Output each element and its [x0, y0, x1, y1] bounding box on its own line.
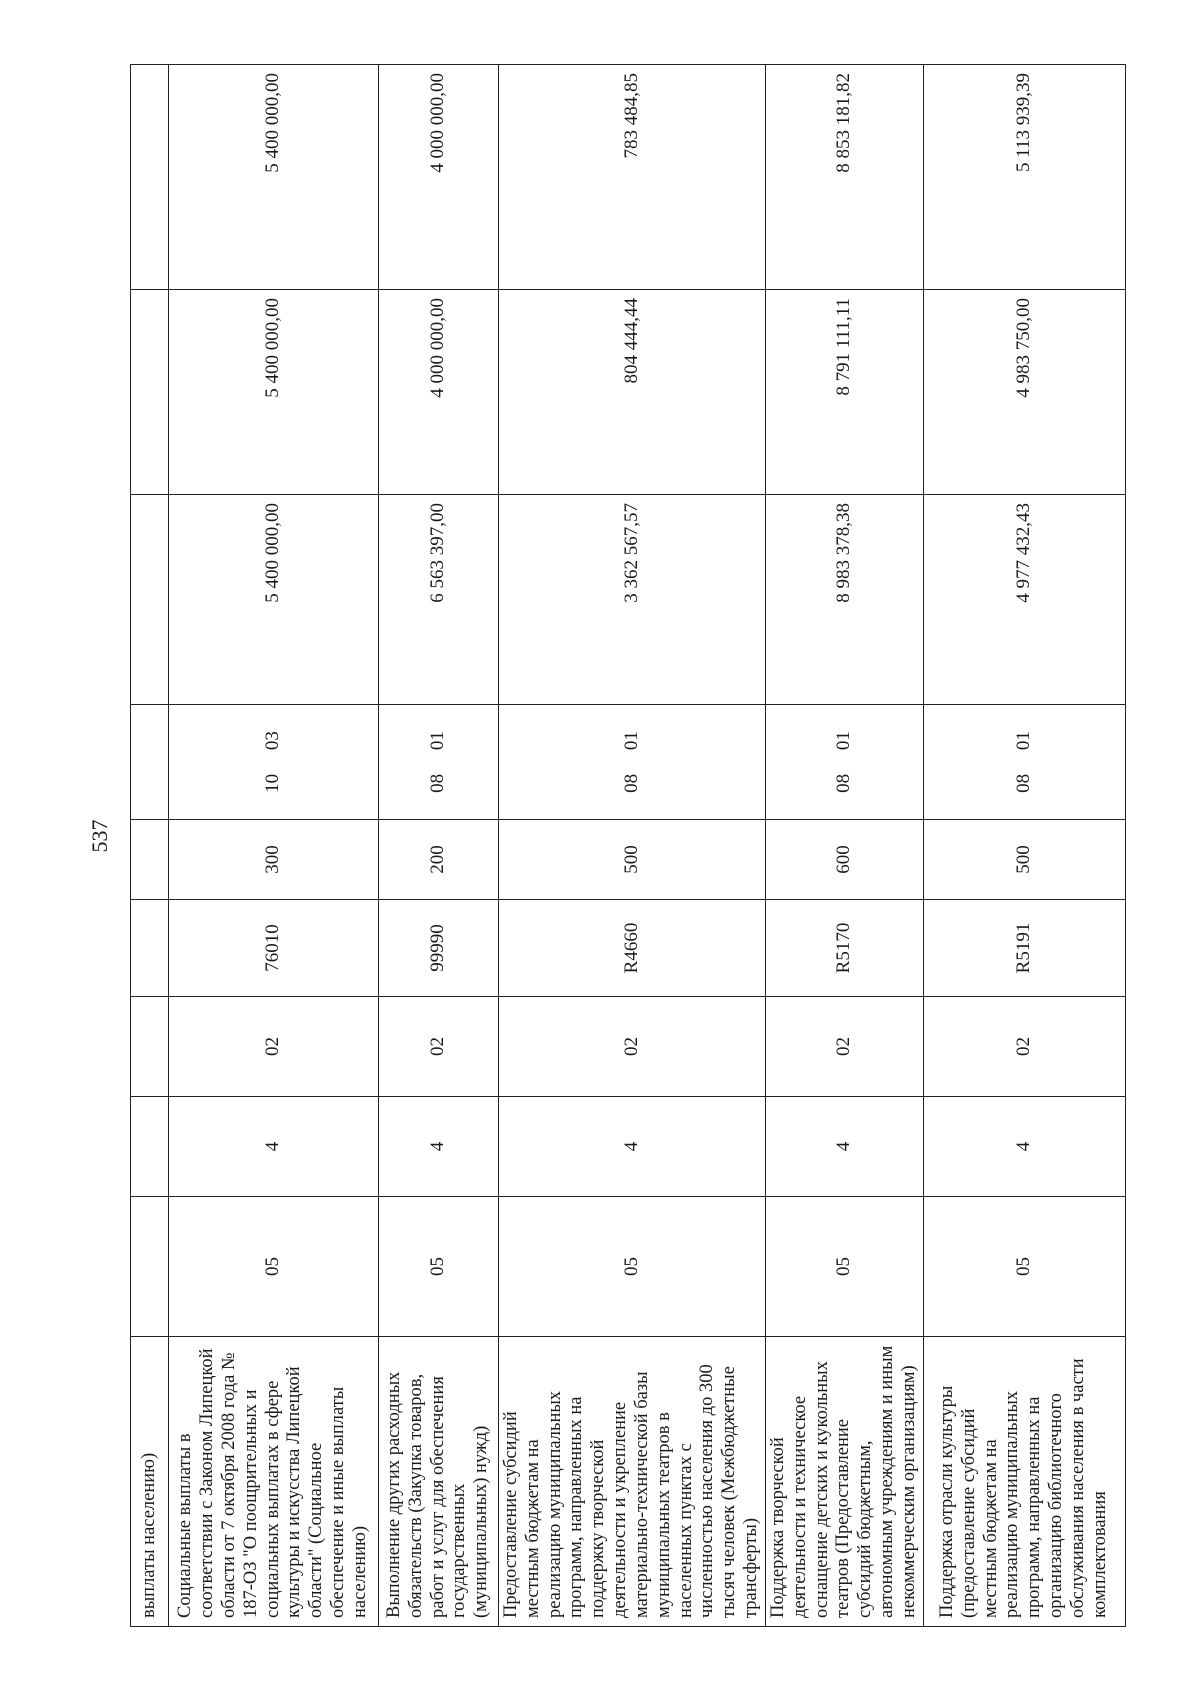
subprogram-code: 02	[499, 997, 766, 1097]
table-row	[379, 65, 499, 1627]
direction-code: R4660	[499, 900, 766, 997]
amount-year-1: 4 977 432,43	[923, 495, 1125, 705]
amount-year-1: 6 563 397,00	[379, 495, 499, 705]
subsection-code	[765, 705, 923, 820]
subsection-code	[923, 705, 1125, 820]
subsection-code	[169, 705, 379, 820]
page-number: 537	[87, 819, 112, 853]
direction-code: 76010	[169, 900, 379, 997]
expense-type-code: 200	[379, 820, 499, 900]
section-code: 05	[765, 1197, 923, 1337]
amount-year-3: 4 000 000,00	[379, 65, 499, 290]
table-cell	[131, 495, 169, 705]
expense-type-code: 300	[169, 820, 379, 900]
expense-type-code: 500	[923, 820, 1125, 900]
section-code: 05	[379, 1197, 499, 1337]
amount-year-3: 5 400 000,00	[169, 65, 379, 290]
section-code: 05	[923, 1197, 1125, 1337]
section-part: 08	[832, 773, 854, 793]
amount-year-2: 4 000 000,00	[379, 290, 499, 495]
direction-code: 99990	[379, 900, 499, 997]
subsection-part: 01	[832, 731, 854, 751]
section-code: 05	[499, 1197, 766, 1337]
rotated-page-content	[130, 65, 1110, 1627]
row-description: Выполнение других расходных обязательств (Закупка товаров, работ и услуг для обеспечения государственных (муниципальных) нужд)	[379, 1337, 499, 1627]
table-cell	[131, 900, 169, 997]
row-description: Предоставление субсидий местным бюджетам на реализацию муниципальных программ, направленных на поддержку творческой деятельности и укрепление материально-технической базы муниципальных театров в населенных пунктах с численностью населения до 300 тысяч человек (Межбюджетные трансферты)	[499, 1337, 766, 1627]
row-description: Социальные выплаты в соответствии с Законом Липецкой области от 7 октября 2008 года № 187-ОЗ "О поощрительных и социальных выплатах в сфере культуры и искусства Липецкой области" (Социальное обеспечение и иные выплаты населению)	[169, 1337, 379, 1627]
subsection-code	[499, 705, 766, 820]
amount-year-2: 5 400 000,00	[169, 290, 379, 495]
table-row	[499, 65, 766, 1627]
row-description: Поддержка отрасли культуры (предоставление субсидий местным бюджетам на реализацию муниципальных программ, направленных на организацию библиотечного обслуживания населения в части комплектования	[923, 1337, 1125, 1627]
amount-year-1: 3 362 567,57	[499, 495, 766, 705]
subsection-part: 03	[262, 731, 284, 751]
subsection-part: 01	[1012, 731, 1034, 751]
direction-code: R5191	[923, 900, 1125, 997]
section-code: 05	[169, 1197, 379, 1337]
table-row	[169, 65, 379, 1627]
section-part: 08	[620, 773, 642, 793]
table-cell	[131, 1197, 169, 1337]
program-code: 4	[169, 1097, 379, 1197]
table-cell	[131, 820, 169, 900]
table-cell	[131, 1097, 169, 1197]
program-code: 4	[765, 1097, 923, 1197]
amount-year-2: 8 791 111,11	[765, 290, 923, 495]
section-part: 08	[427, 773, 449, 793]
table-row	[131, 65, 169, 1627]
expense-type-code: 500	[499, 820, 766, 900]
row-description: выплаты населению)	[131, 1337, 169, 1627]
row-description: Поддержка творческой деятельности и техническое оснащение детских и кукольных театров (Предоставление субсидий бюджетным, автономным учреждениям и иным некоммерческим организациям)	[765, 1337, 923, 1627]
amount-year-3: 783 484,85	[499, 65, 766, 290]
subsection-code	[379, 705, 499, 820]
subprogram-code: 02	[169, 997, 379, 1097]
subprogram-code: 02	[923, 997, 1125, 1097]
amount-year-2: 804 444,44	[499, 290, 766, 495]
section-part: 10	[262, 773, 284, 793]
table-cell	[131, 65, 169, 290]
amount-year-1: 5 400 000,00	[169, 495, 379, 705]
amount-year-3: 8 853 181,82	[765, 65, 923, 290]
amount-year-3: 5 113 939,39	[923, 65, 1125, 290]
budget-table	[130, 64, 1126, 1627]
program-code: 4	[499, 1097, 766, 1197]
program-code: 4	[923, 1097, 1125, 1197]
table-cell	[131, 997, 169, 1097]
subsection-part: 01	[427, 731, 449, 751]
direction-code: R5170	[765, 900, 923, 997]
subsection-part: 01	[620, 731, 642, 751]
section-part: 08	[1012, 773, 1034, 793]
table-row	[765, 65, 923, 1627]
amount-year-1: 8 983 378,38	[765, 495, 923, 705]
table-row	[923, 65, 1125, 1627]
program-code: 4	[379, 1097, 499, 1197]
table-cell	[131, 290, 169, 495]
table-cell	[131, 705, 169, 820]
amount-year-2: 4 983 750,00	[923, 290, 1125, 495]
subprogram-code: 02	[379, 997, 499, 1097]
subprogram-code: 02	[765, 997, 923, 1097]
expense-type-code: 600	[765, 820, 923, 900]
